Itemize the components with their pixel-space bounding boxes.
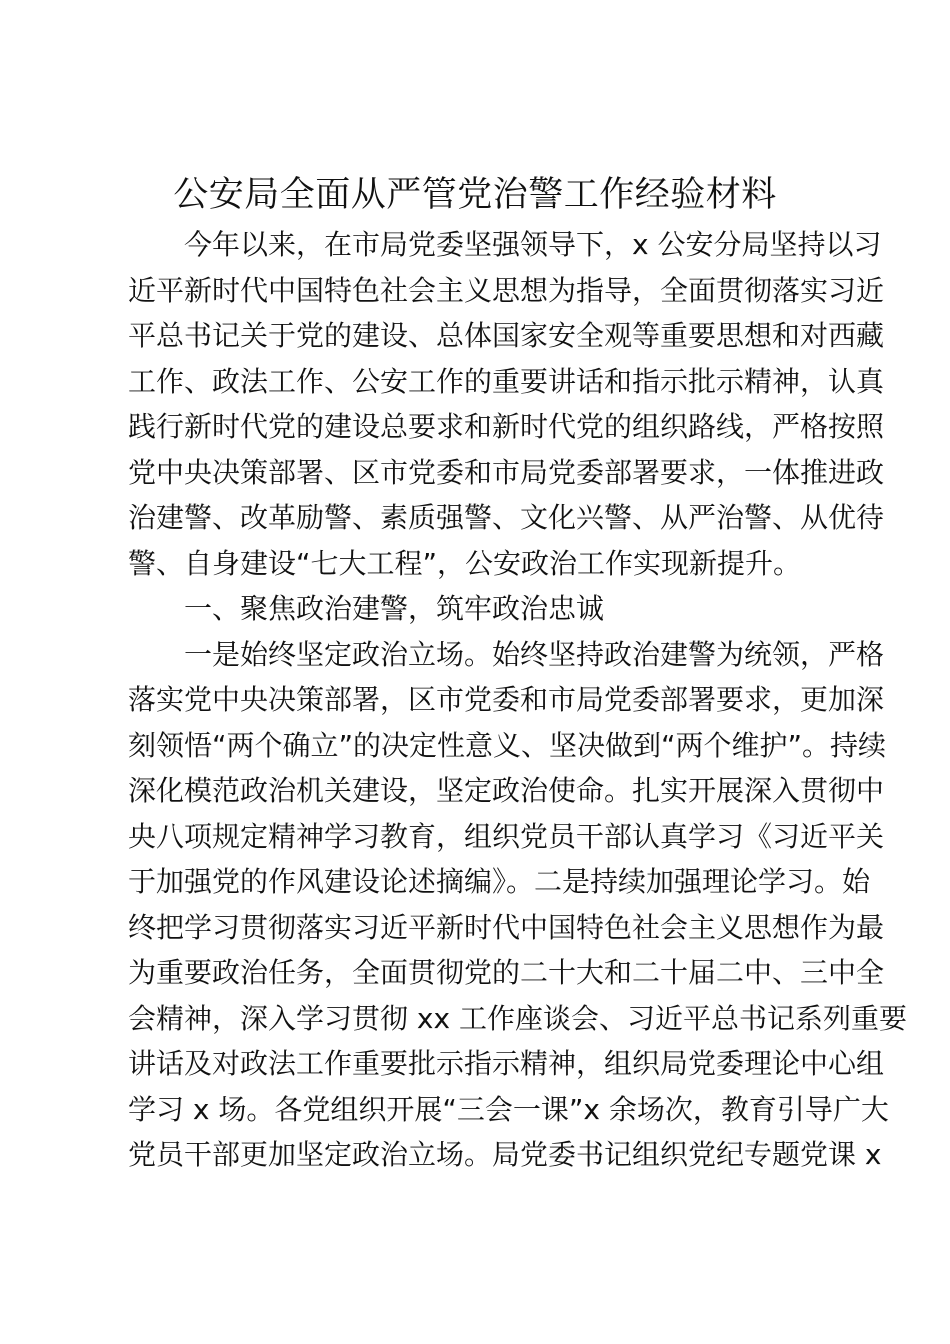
paragraph-line: 工作、政法工作、公安工作的重要讲话和指示批示精神，认真 xyxy=(128,364,885,398)
paragraph-line: 平总书记关于党的建设、总体国家安全观等重要思想和对西藏 xyxy=(128,319,885,352)
paragraph-line: 讲话及对政法工作重要批示指示精神，组织局党委理论中心组 xyxy=(128,1047,885,1080)
paragraph-line: 一是始终坚定政治立场。始终坚持政治建警为统领，严格 xyxy=(184,637,885,671)
paragraph-line: 央八项规定精神学习教育，组织党员干部认真学习《习近平关 xyxy=(128,819,885,853)
paragraph-line: 会精神，深入学习贯彻 xx 工作座谈会、习近平总书记系列重要 xyxy=(128,1001,907,1035)
paragraph-line: 近平新时代中国特色社会主义思想为指导，全面贯彻落实习近 xyxy=(128,273,885,307)
paragraph-line: 党员干部更加坚定政治立场。局党委书记组织党纪专题党课 x xyxy=(128,1138,882,1171)
document-title: 公安局全面从严管党治警工作经验材料 xyxy=(173,175,777,215)
paragraph-line: 落实党中央决策部署，区市党委和市局党委部署要求，更加深 xyxy=(128,683,885,716)
paragraph-line: 党中央决策部署、区市党委和市局党委部署要求，一体推进政 xyxy=(128,455,885,489)
document-body xyxy=(128,222,907,1178)
paragraph-line: 刻领悟“两个确立”的决定性意义、坚决做到“两个维护”。持续 xyxy=(128,728,887,762)
paragraph-line: 于加强党的作风建设论述摘编》。二是持续加强理论学习。始 xyxy=(128,865,871,898)
paragraph-line: 深化模范政治机关建设，坚定政治使命。扎实开展深入贯彻中 xyxy=(128,774,885,807)
paragraph-line: 一、聚焦政治建警，筑牢政治忠诚 xyxy=(184,592,605,625)
paragraph-line: 学习 x 场。各党组织开展“三会一课”x 余场次，教育引导广大 xyxy=(128,1092,889,1126)
paragraph-line: 警、自身建设“七大工程”，公安政治工作实现新提升。 xyxy=(128,546,802,580)
paragraph-line: 治建警、改革励警、素质强警、文化兴警、从严治警、从优待 xyxy=(128,501,885,534)
paragraph-line: 为重要政治任务，全面贯彻党的二十大和二十届二中、三中全 xyxy=(128,956,885,989)
paragraph-line: 践行新时代党的建设总要求和新时代党的组织路线，严格按照 xyxy=(128,410,885,443)
paragraph-line: 终把学习贯彻落实习近平新时代中国特色社会主义思想作为最 xyxy=(128,910,885,944)
paragraph-line: 今年以来，在市局党委坚强领导下，x 公安分局坚持以习 xyxy=(184,228,882,261)
